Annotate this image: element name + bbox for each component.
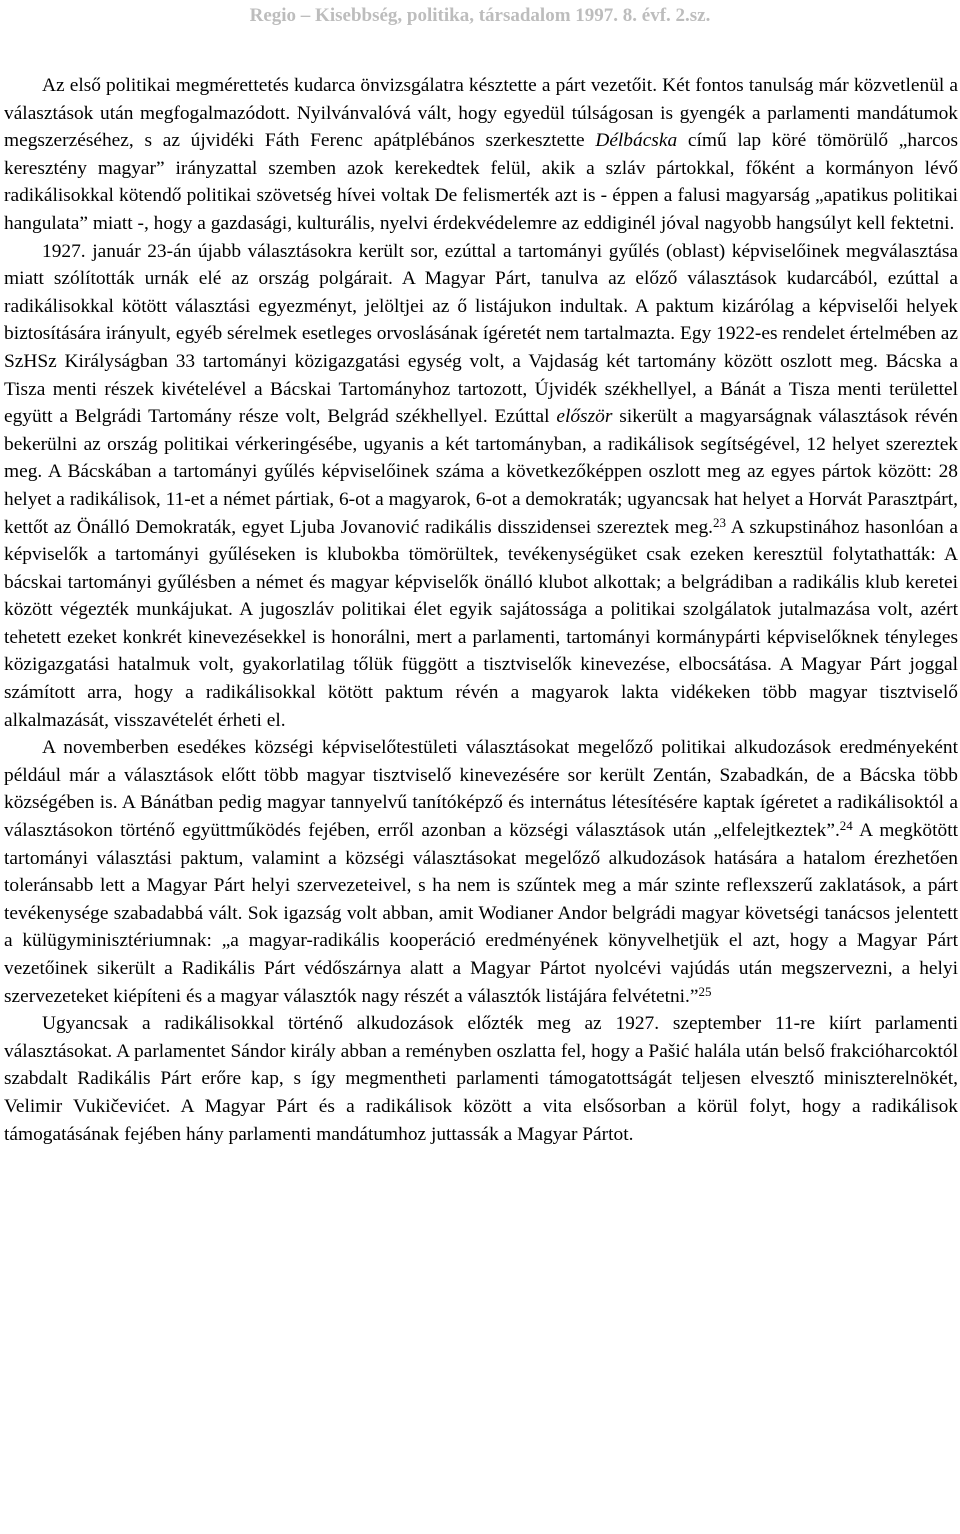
footnote-ref-25[interactable]: 25	[698, 983, 712, 999]
paragraph-1-text-b: című lap köré tömörülő „harcos keresztény magyar” irányzattal szemben azok kerekedtek felül, akik a szláv pártokkal, főként a kormányon lévő radikálisokkal kötendő politikai szövetség hívei voltak De felismerték azt is - éppen a falusi magyarság „apatikus politikai hangulata” miatt -, hogy a gazdasági, kulturális, nyelvi érdekvédelemre az eddiginél jóval nagyobb hangsúlyt kell fektetni.	[4, 130, 958, 234]
article-body	[4, 72, 958, 1148]
footnote-ref-24[interactable]: 24	[839, 818, 853, 834]
paragraph-3-text-b: A megkötött tartományi választási paktum, valamint a községi választásokat megelőző alkudozások hatására a hatalom érezhetően toleránsabb lett a Magyar Párt helyi szervezeteivel, s ha nem is szűntek meg a már szinte reflexszerű zaklatások, a párt tevékenysége szabadabbá vált. Sok igazság volt abban, amit Wodianer Andor belgrádi magyar követségi tanácsos jelentett a külügyminisztériumnak: „a magyar-radikális kooperáció eredményének könyvelhetjük el azt, hogy a Magyar Párt vezetőinek sikerült a Radikális Párt védőszárnya alatt a Magyar Pártot nyolcévi vajúdás után megszervezni, a helyi szervezeteket kiépíteni és a magyar választók nagy részét a választók listájára felvétetni.”	[4, 820, 958, 1007]
paragraph-2-text-a: 1927. január 23-án újabb választásokra került sor, ezúttal a tartományi gyűlés (oblast) képviselőinek megválasztása miatt szólították urnák elé az ország polgárait. A Magyar Párt, tanulva az előző választások kudarcából, ezúttal a radikálisokkal kötött választási egyezményt, jelöltjei az ő listájukon indultak. A paktum kizárólag a képviselői helyek biztosítására irányult, egyéb sérelmek esetleges orvoslásának ígéretét nem tartalmazta. Egy 1922-es rendelet értelmében az SzHSz Királyságban 33 tartományi közigazgatási egység volt, a Vajdaság két tartomány között oszlott meg. Bácska a Tisza menti részek kivételével a Bácskai Tartományhoz tartozott, Újvidék székhellyel, a Bánát a Tisza menti területtel együtt a Belgrádi Tartomány része volt, Belgrád székhellyel. Ezúttal	[4, 240, 958, 428]
paragraph-1-text-a: Az első politikai megmérettetés kudarca önvizsgálatra késztette a párt vezetőit. Két fontos tanulság már közvetlenül a választások után megfogalmazódott. Nyilvánvalóvá vált, hogy egyedül túlságosan is gyengék a parlamenti mandátumok megszerzéséhez, s az újvidéki Fáth Ferenc apátplébános szerkesztette	[4, 75, 958, 152]
journal-title-italic: Délbácska	[595, 130, 678, 152]
paragraph-3-text-a: A novemberben esedékes községi képviselőtestületi választásokat megelőző politikai alkudozások eredményeként például már a választások előtt több magyar tisztviselő kinevezésére sor került Zentán, Szabadkán, de a Bácska több községében is. A Bánátban pedig magyar tannyelvű tanítóképző és internátus létesítésére kaptak ígéretet a radikálisoktól a választásokon történő együttműködés fejében, erről azonban a községi választások után „elfelejtkeztek”.	[4, 737, 958, 842]
paragraph-2	[4, 238, 958, 735]
emphasis-italic: először	[556, 406, 613, 428]
paragraph-4	[4, 1010, 958, 1148]
footnote-ref-23[interactable]: 23	[713, 514, 727, 530]
running-header: Regio – Kisebbség, politika, társadalom 1997. 8. évf. 2.sz.	[249, 5, 711, 26]
paragraph-4-text-a: Ugyancsak a radikálisokkal történő alkudozások előzték meg az 1927. szeptember 11-re kiírt parlamenti választásokat. A parlamentet Sándor király abban a reményben oszlatta fel, hogy a Pašić halála után belső frakcióharcoktól szabdalt Radikális Párt erőre kap, s így megmentheti parlamenti támogatottságát teljesen elvesztő miniszterelnökét, Velimir Vukičevićet. A Magyar Párt és a radikálisok között a vita elsősorban a körül folyt, hogy a radikálisok támogatásának fejében hány parlamenti mandátumhoz juttassák a Magyar Pártot.	[4, 1013, 958, 1145]
paragraph-1	[4, 72, 958, 238]
paragraph-3	[4, 734, 958, 1010]
paragraph-2-text-b: sikerült a magyarságnak választások révén bekerülni az ország politikai vérkeringésébe, ugyanis a két tartományban, a radikálisok segítségével, 12 helyet szereztek meg. A Bácskában a tartományi gyűlés képviselőinek száma a következőképpen oszlott meg az egyes pártok között: 28 helyet a radikálisok, 11-et a német pártiak, 6-ot a magyarok, 6-ot a demokraták; ugyancsak hat helyet a Horvát Parasztpárt, kettőt az Önálló Demokraták, egyet Ljuba Jovanović radikális disszidensei szereztek meg.	[4, 406, 958, 538]
paragraph-2-text-c: A szkupstinához hasonlóan a képviselők a tartományi gyűléseken is klubokba tömörültek, tevékenységüket csak ezeken keresztül folytathatták: A bácskai tartományi gyűlésben a német és magyar képviselők önálló klubot alkottak; a belgrádiban a radikális klub keretei között végezték munkájukat. A jugoszláv politikai élet egyik sajátossága a politikai szolgálatok jutalmazása volt, azért tehetett ezeket konkrét kinevezésekkel is honorálni, mert a parlamenti, tartományi kormánypárti képviselőknek tényleges közigazgatási hatalmuk volt, gyakorlatilag tőlük függött a tisztviselők kinevezése, elbocsátása. A Magyar Párt joggal számított arra, hogy a radikálisokkal kötött paktum révén a magyarok lakta vidékeken több magyar tisztviselő alkalmazását, visszavételét érheti el.	[4, 516, 958, 731]
